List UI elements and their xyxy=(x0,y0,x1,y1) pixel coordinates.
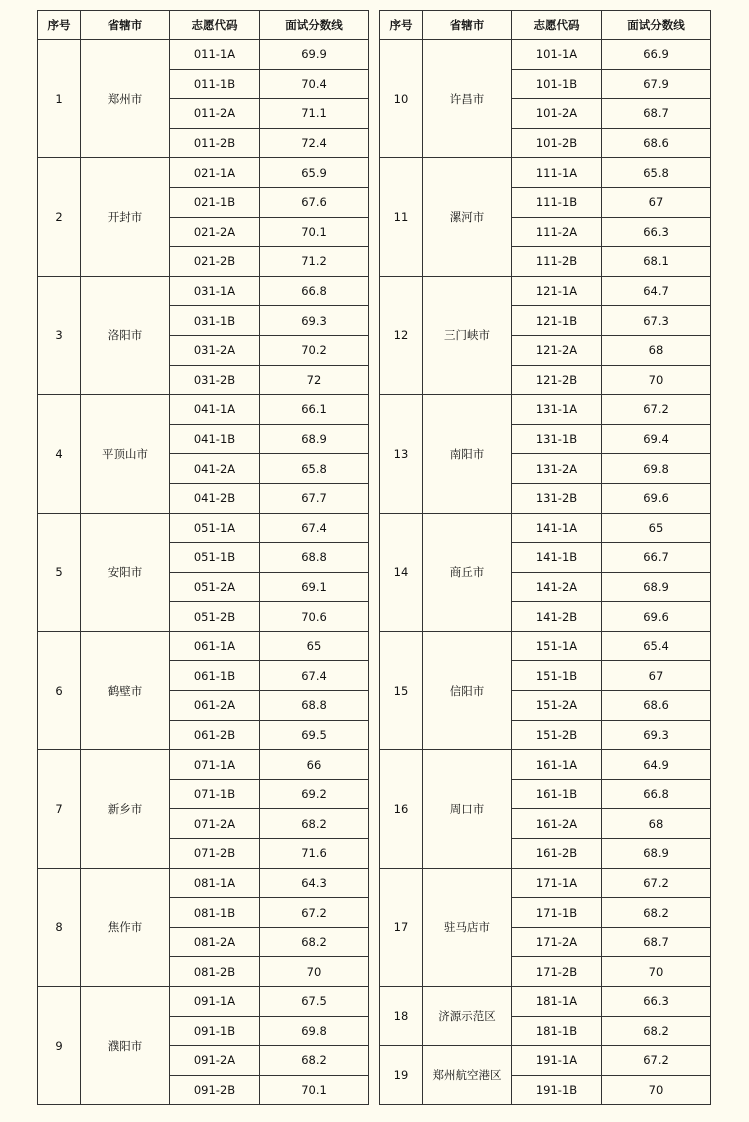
cell-code: 081-1B xyxy=(170,898,260,928)
cell-code: 081-1A xyxy=(170,868,260,898)
cell-score: 68.6 xyxy=(602,128,711,158)
header-code: 志愿代码 xyxy=(170,11,260,40)
cell-score: 67.2 xyxy=(260,898,369,928)
cell-code: 111-2B xyxy=(512,247,602,277)
cell-code: 111-1B xyxy=(512,187,602,217)
cell-code: 101-1A xyxy=(512,40,602,70)
cell-city: 三门峡市 xyxy=(423,276,512,394)
cell-score: 72.4 xyxy=(260,128,369,158)
cell-index: 12 xyxy=(380,276,423,394)
header-score: 面试分数线 xyxy=(260,11,369,40)
cell-code: 041-1A xyxy=(170,395,260,425)
header-index: 序号 xyxy=(380,11,423,40)
cell-code: 011-1A xyxy=(170,40,260,70)
cell-code: 131-2B xyxy=(512,483,602,513)
cell-score: 66.8 xyxy=(602,779,711,809)
cell-score: 68.2 xyxy=(260,927,369,957)
cell-code: 131-1B xyxy=(512,424,602,454)
cell-city: 信阳市 xyxy=(423,631,512,749)
cell-code: 051-2B xyxy=(170,602,260,632)
cell-code: 051-2A xyxy=(170,572,260,602)
cell-city: 焦作市 xyxy=(81,868,170,986)
cell-index: 10 xyxy=(380,40,423,158)
cell-code: 121-2B xyxy=(512,365,602,395)
cell-index: 17 xyxy=(380,868,423,986)
cell-code: 031-1B xyxy=(170,306,260,336)
cell-score: 66.8 xyxy=(260,276,369,306)
cell-score: 66 xyxy=(260,750,369,780)
table-row xyxy=(380,750,711,780)
cell-score: 65.8 xyxy=(602,158,711,188)
cell-score: 67 xyxy=(602,661,711,691)
cell-score: 70.1 xyxy=(260,217,369,247)
cell-city: 濮阳市 xyxy=(81,987,170,1105)
cell-score: 66.9 xyxy=(602,40,711,70)
cell-code: 161-2B xyxy=(512,839,602,869)
cell-index: 5 xyxy=(38,513,81,631)
cell-score: 65.4 xyxy=(602,631,711,661)
cell-code: 021-1A xyxy=(170,158,260,188)
table-row xyxy=(38,395,369,425)
cell-score: 69.3 xyxy=(260,306,369,336)
cell-city: 安阳市 xyxy=(81,513,170,631)
table-header-row xyxy=(380,11,711,40)
header-index: 序号 xyxy=(38,11,81,40)
table-row xyxy=(380,631,711,661)
cell-score: 71.1 xyxy=(260,99,369,129)
cell-index: 11 xyxy=(380,158,423,276)
table-row xyxy=(380,513,711,543)
cell-score: 67.2 xyxy=(602,868,711,898)
table-row xyxy=(380,987,711,1017)
cell-score: 68.7 xyxy=(602,99,711,129)
cell-code: 021-1B xyxy=(170,187,260,217)
cell-city: 许昌市 xyxy=(423,40,512,158)
cell-code: 161-2A xyxy=(512,809,602,839)
cell-code: 191-1A xyxy=(512,1046,602,1076)
cell-index: 1 xyxy=(38,40,81,158)
cell-score: 70.2 xyxy=(260,335,369,365)
cell-score: 68.7 xyxy=(602,927,711,957)
table-row xyxy=(38,158,369,188)
cell-score: 66.3 xyxy=(602,987,711,1017)
cell-score: 67 xyxy=(602,187,711,217)
cell-city: 郑州市 xyxy=(81,40,170,158)
cell-code: 091-2B xyxy=(170,1075,260,1105)
cell-code: 071-2B xyxy=(170,839,260,869)
score-table-right xyxy=(379,10,711,1105)
cell-score: 69.6 xyxy=(602,483,711,513)
cell-code: 191-1B xyxy=(512,1075,602,1105)
cell-code: 121-1B xyxy=(512,306,602,336)
cell-code: 071-2A xyxy=(170,809,260,839)
cell-code: 151-1B xyxy=(512,661,602,691)
cell-code: 171-1A xyxy=(512,868,602,898)
cell-code: 091-2A xyxy=(170,1046,260,1076)
cell-score: 65.9 xyxy=(260,158,369,188)
cell-city: 济源示范区 xyxy=(423,987,512,1046)
cell-city: 开封市 xyxy=(81,158,170,276)
cell-score: 65.8 xyxy=(260,454,369,484)
cell-score: 68.9 xyxy=(260,424,369,454)
cell-city: 新乡市 xyxy=(81,750,170,868)
cell-city: 平顶山市 xyxy=(81,395,170,513)
cell-code: 151-1A xyxy=(512,631,602,661)
cell-index: 18 xyxy=(380,987,423,1046)
cell-score: 67.3 xyxy=(602,306,711,336)
cell-score: 67.6 xyxy=(260,187,369,217)
cell-score: 69.4 xyxy=(602,424,711,454)
cell-score: 72 xyxy=(260,365,369,395)
cell-index: 4 xyxy=(38,395,81,513)
cell-score: 69.6 xyxy=(602,602,711,632)
cell-code: 041-2B xyxy=(170,483,260,513)
cell-code: 051-1B xyxy=(170,543,260,573)
cell-score: 69.3 xyxy=(602,720,711,750)
cell-code: 151-2A xyxy=(512,691,602,721)
table-row xyxy=(380,868,711,898)
table-row xyxy=(380,158,711,188)
cell-score: 65 xyxy=(602,513,711,543)
cell-code: 141-1A xyxy=(512,513,602,543)
cell-score: 70 xyxy=(602,1075,711,1105)
cell-score: 66.3 xyxy=(602,217,711,247)
table-row xyxy=(38,276,369,306)
cell-score: 70 xyxy=(602,365,711,395)
cell-code: 051-1A xyxy=(170,513,260,543)
cell-code: 021-2B xyxy=(170,247,260,277)
cell-code: 161-1B xyxy=(512,779,602,809)
table-row xyxy=(380,40,711,70)
cell-score: 65 xyxy=(260,631,369,661)
table-row xyxy=(38,40,369,70)
cell-score: 70.6 xyxy=(260,602,369,632)
cell-score: 69.8 xyxy=(260,1016,369,1046)
cell-score: 68.2 xyxy=(260,1046,369,1076)
cell-code: 011-2A xyxy=(170,99,260,129)
cell-score: 68.9 xyxy=(602,572,711,602)
cell-score: 68.6 xyxy=(602,691,711,721)
cell-city: 郑州航空港区 xyxy=(423,1046,512,1105)
cell-code: 171-2B xyxy=(512,957,602,987)
cell-score: 67.5 xyxy=(260,987,369,1017)
cell-score: 67.2 xyxy=(602,395,711,425)
cell-code: 121-2A xyxy=(512,335,602,365)
cell-code: 131-2A xyxy=(512,454,602,484)
cell-code: 131-1A xyxy=(512,395,602,425)
score-tables xyxy=(37,10,711,1106)
cell-code: 071-1A xyxy=(170,750,260,780)
cell-score: 64.9 xyxy=(602,750,711,780)
cell-score: 68 xyxy=(602,809,711,839)
cell-code: 141-2A xyxy=(512,572,602,602)
cell-code: 101-2A xyxy=(512,99,602,129)
cell-score: 67.9 xyxy=(602,69,711,99)
cell-code: 101-2B xyxy=(512,128,602,158)
cell-score: 68.2 xyxy=(602,1016,711,1046)
cell-code: 031-1A xyxy=(170,276,260,306)
header-city: 省辖市 xyxy=(81,11,170,40)
cell-score: 68.1 xyxy=(602,247,711,277)
cell-code: 011-1B xyxy=(170,69,260,99)
cell-index: 8 xyxy=(38,868,81,986)
cell-score: 66.1 xyxy=(260,395,369,425)
cell-score: 70 xyxy=(260,957,369,987)
cell-score: 68.8 xyxy=(260,543,369,573)
cell-code: 181-1A xyxy=(512,987,602,1017)
cell-score: 69.5 xyxy=(260,720,369,750)
cell-code: 031-2A xyxy=(170,335,260,365)
table-row xyxy=(380,276,711,306)
cell-index: 3 xyxy=(38,276,81,394)
cell-city: 驻马店市 xyxy=(423,868,512,986)
table-row xyxy=(38,750,369,780)
cell-index: 2 xyxy=(38,158,81,276)
cell-code: 061-1B xyxy=(170,661,260,691)
cell-index: 7 xyxy=(38,750,81,868)
cell-code: 081-2B xyxy=(170,957,260,987)
cell-score: 71.2 xyxy=(260,247,369,277)
cell-code: 071-1B xyxy=(170,779,260,809)
cell-score: 70.4 xyxy=(260,69,369,99)
cell-code: 141-2B xyxy=(512,602,602,632)
cell-score: 68 xyxy=(602,335,711,365)
cell-city: 漯河市 xyxy=(423,158,512,276)
cell-index: 13 xyxy=(380,395,423,513)
table-row xyxy=(38,868,369,898)
cell-code: 091-1B xyxy=(170,1016,260,1046)
header-code: 志愿代码 xyxy=(512,11,602,40)
cell-code: 041-2A xyxy=(170,454,260,484)
cell-code: 161-1A xyxy=(512,750,602,780)
cell-score: 69.2 xyxy=(260,779,369,809)
cell-code: 181-1B xyxy=(512,1016,602,1046)
cell-index: 15 xyxy=(380,631,423,749)
cell-score: 68.9 xyxy=(602,839,711,869)
cell-code: 021-2A xyxy=(170,217,260,247)
cell-score: 67.2 xyxy=(602,1046,711,1076)
cell-code: 141-1B xyxy=(512,543,602,573)
cell-index: 16 xyxy=(380,750,423,868)
cell-code: 081-2A xyxy=(170,927,260,957)
table-row xyxy=(380,395,711,425)
cell-code: 041-1B xyxy=(170,424,260,454)
cell-score: 69.9 xyxy=(260,40,369,70)
cell-code: 011-2B xyxy=(170,128,260,158)
cell-score: 67.4 xyxy=(260,661,369,691)
cell-code: 061-2B xyxy=(170,720,260,750)
cell-score: 64.7 xyxy=(602,276,711,306)
table-row xyxy=(380,1046,711,1076)
header-score: 面试分数线 xyxy=(602,11,711,40)
table-row xyxy=(38,513,369,543)
cell-code: 111-1A xyxy=(512,158,602,188)
cell-city: 南阳市 xyxy=(423,395,512,513)
table-header-row xyxy=(38,11,369,40)
cell-code: 111-2A xyxy=(512,217,602,247)
cell-score: 69.1 xyxy=(260,572,369,602)
table-row xyxy=(38,987,369,1017)
cell-score: 70 xyxy=(602,957,711,987)
cell-code: 101-1B xyxy=(512,69,602,99)
cell-score: 67.4 xyxy=(260,513,369,543)
cell-index: 6 xyxy=(38,631,81,749)
cell-score: 70.1 xyxy=(260,1075,369,1105)
cell-score: 68.2 xyxy=(602,898,711,928)
cell-code: 031-2B xyxy=(170,365,260,395)
cell-city: 鹤壁市 xyxy=(81,631,170,749)
cell-code: 171-1B xyxy=(512,898,602,928)
cell-code: 121-1A xyxy=(512,276,602,306)
table-row xyxy=(38,631,369,661)
cell-code: 061-2A xyxy=(170,691,260,721)
cell-city: 周口市 xyxy=(423,750,512,868)
cell-score: 66.7 xyxy=(602,543,711,573)
cell-score: 68.8 xyxy=(260,691,369,721)
cell-code: 091-1A xyxy=(170,987,260,1017)
cell-score: 68.2 xyxy=(260,809,369,839)
cell-score: 67.7 xyxy=(260,483,369,513)
score-table-left xyxy=(37,10,369,1105)
cell-index: 9 xyxy=(38,987,81,1105)
cell-code: 061-1A xyxy=(170,631,260,661)
cell-score: 71.6 xyxy=(260,839,369,869)
cell-index: 19 xyxy=(380,1046,423,1105)
cell-score: 69.8 xyxy=(602,454,711,484)
cell-code: 151-2B xyxy=(512,720,602,750)
header-city: 省辖市 xyxy=(423,11,512,40)
cell-city: 洛阳市 xyxy=(81,276,170,394)
cell-code: 171-2A xyxy=(512,927,602,957)
cell-score: 64.3 xyxy=(260,868,369,898)
cell-city: 商丘市 xyxy=(423,513,512,631)
cell-index: 14 xyxy=(380,513,423,631)
